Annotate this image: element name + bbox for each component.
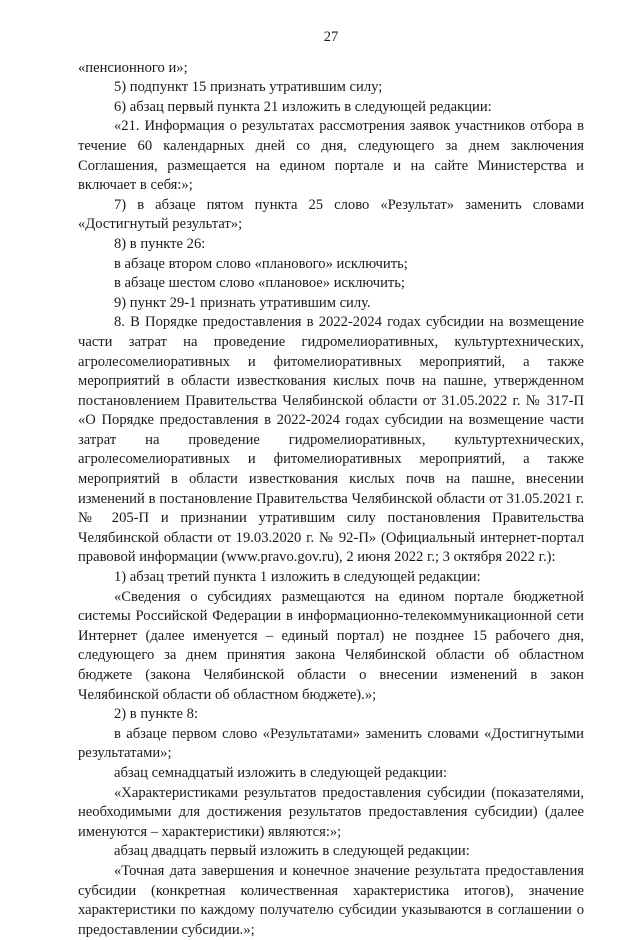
paragraph-p10: 8. В Порядке предоставления в 2022-2024 годах субсидии на возмещение части затрат на проведение гидромелиоративных, культуртехнических, агролесомелиоративных и фитомелиоративных мероприятий, а также мероприятий в области известкования кислых почв на пашне, утвержденном постановлением Правительства Челябинской области от 31.05.2022 г. № 317-П «О Порядке предоставления в 2022-2024 годах субсидии на возмещение части затрат на проведение гидромелиоративных, культуртехнических, агролесомелиоративных и фитомелиоративных мероприятий, а также мероприятий в области известкования кислых почв на пашне, внесении изменений в постановление Правительства Челябинской области от 31.05.2021 г. № 205-П и признании утратившим силу постановления Правительства Челябинской области от 19.03.2020 г. № 92-П» (Официальный интернет-портал правовой информации (www.pravo.gov.ru), 2 июня 2022 г.; 3 октября 2022 г.): — [78, 314, 584, 566]
paragraph-p15: абзац семнадцатый изложить в следующей редакции: — [114, 764, 448, 781]
document-body — [78, 59, 584, 940]
paragraph-p06: 8) в пункте 26: — [114, 235, 206, 252]
paragraph-p13: 2) в пункте 8: — [114, 706, 199, 723]
paragraph-p07: в абзаце втором слово «планового» исключить; — [114, 255, 408, 272]
paragraph-p11: 1) абзац третий пункта 1 изложить в следующей редакции: — [114, 569, 481, 586]
paragraph-p01: «пенсионного и»; — [78, 59, 188, 76]
paragraph-p08: в абзаце шестом слово «плановое» исключить; — [114, 275, 405, 292]
paragraph-p09: 9) пункт 29-1 признать утратившим силу. — [114, 294, 371, 311]
page-number: 27 — [323, 29, 339, 45]
paragraph-p02: 5) подпункт 15 признать утратившим силу; — [114, 79, 383, 96]
paragraph-p12: «Сведения о субсидиях размещаются на едином портале бюджетной системы Российской Федерации в информационно-телекоммуникационной сети Интернет (далее именуется – единый портал) не позднее 15 рабочего дня, следующего за днем принятия закона Челябинской области об областном бюджете (закона Челябинской области о внесении изменений в закон Челябинской области об областном бюджете).»; — [78, 588, 584, 703]
paragraph-p04: «21. Информация о результатах рассмотрения заявок участников отбора в течение 60 календарных дней со дня, следующего за днем заключения Соглашения, размещается на едином портале и на сайте Министерства и включает в себя:»; — [78, 118, 584, 194]
paragraph-p14: в абзаце первом слово «Результатами» заменить словами «Достигнутыми результатами»; — [78, 725, 584, 762]
paragraph-p03: 6) абзац первый пункта 21 изложить в следующей редакции: — [114, 98, 492, 115]
paragraph-p16: «Характеристиками результатов предоставления субсидии (показателями, необходимыми для достижения результатов предоставления субсидии) (далее именуются – характеристики) являются:»; — [78, 784, 584, 840]
paragraph-p17: абзац двадцать первый изложить в следующей редакции: — [114, 843, 470, 860]
paragraph-p18: «Точная дата завершения и конечное значение результата предоставления субсидии (конкретная количественная характеристика итогов), значение характеристики по каждому получателю субсидии указываются в соглашении о предоставлении субсидии.»; — [78, 862, 584, 938]
paragraph-p05: 7) в абзаце пятом пункта 25 слово «Результат» заменить словами «Достигнутый результат»; — [78, 196, 584, 233]
